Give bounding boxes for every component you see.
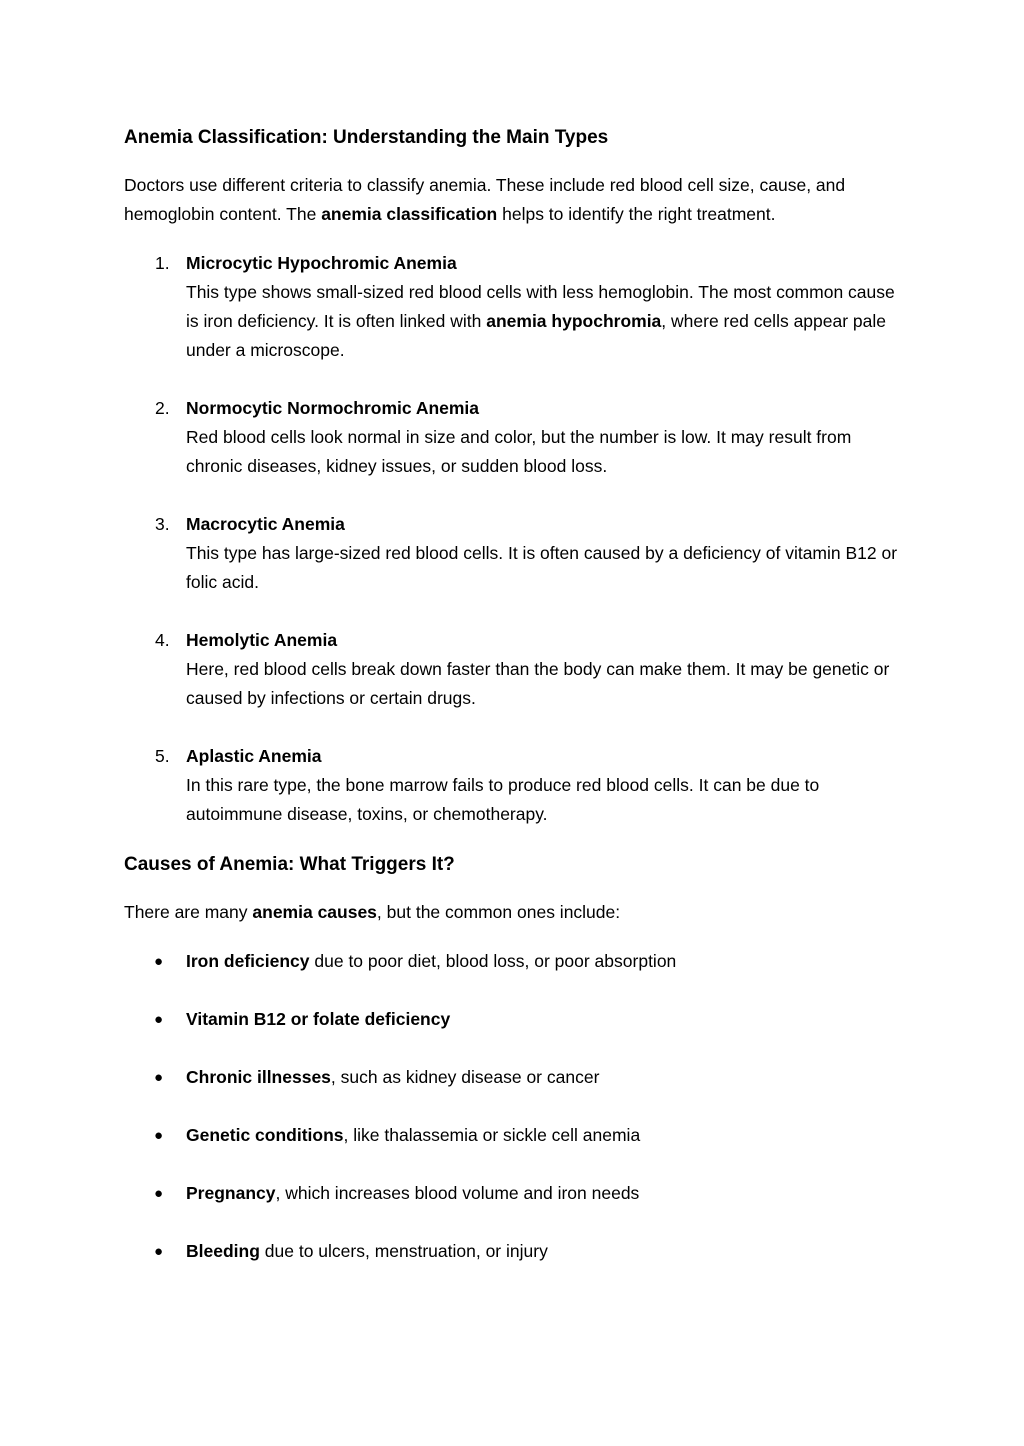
type-description: This type has large-sized red blood cells. It is often caused by a deficiency of vitamin B12 or folic acid. (186, 543, 898, 592)
type-title: Macrocytic Anemia (186, 514, 345, 534)
cause-detail: , like thalassemia or sickle cell anemia (343, 1125, 641, 1145)
list-number: 5. (155, 746, 170, 766)
cause-term: Vitamin B12 or folate deficiency (186, 1009, 451, 1029)
document-page (124, 120, 904, 1295)
list-item (124, 510, 904, 597)
intro-bold-term: anemia causes (252, 902, 377, 922)
list-item (124, 394, 904, 481)
list-item (124, 947, 904, 976)
list-number: 3. (155, 514, 170, 534)
list-item (124, 1121, 904, 1150)
type-description: Red blood cells look normal in size and color, but the number is low. It may result from chronic diseases, kidney issues, or sudden blood loss. (186, 427, 852, 476)
bullet-icon: ● (154, 1185, 164, 1202)
intro-text: , but the common ones include: (376, 902, 621, 922)
type-title: Hemolytic Anemia (186, 630, 338, 650)
intro-text: Doctors use different criteria to classify anemia. These include red blood cell size, cause, and hemoglobin content. The (124, 175, 846, 224)
bullet-icon: ● (154, 1243, 164, 1260)
description-text: This type shows small-sized red blood cells with less hemoglobin. The most common cause is iron deficiency. It is often linked with (186, 282, 895, 331)
bullet-icon: ● (154, 953, 164, 970)
description-bold-term: anemia hypochromia (486, 311, 662, 331)
anemia-causes-list (124, 947, 904, 1266)
description-text: , where red cells appear pale under a microscope. (186, 311, 887, 360)
cause-detail: , such as kidney disease or cancer (330, 1067, 600, 1087)
list-item (124, 626, 904, 713)
intro-text: helps to identify the right treatment. (497, 204, 776, 224)
type-title: Microcytic Hypochromic Anemia (186, 253, 457, 273)
cause-detail: due to poor diet, blood loss, or poor absorption (309, 951, 677, 971)
bullet-icon: ● (154, 1011, 164, 1028)
section-heading-classification: Anemia Classification: Understanding the Main Types (124, 127, 609, 148)
cause-detail: due to ulcers, menstruation, or injury (259, 1241, 548, 1261)
cause-detail: , which increases blood volume and iron needs (275, 1183, 640, 1203)
list-item (124, 742, 904, 829)
cause-term: Chronic illnesses (186, 1067, 331, 1087)
cause-term: Bleeding (186, 1241, 260, 1261)
list-item (124, 1063, 904, 1092)
list-item (124, 1237, 904, 1266)
list-item (124, 1179, 904, 1208)
type-title: Aplastic Anemia (186, 746, 322, 766)
type-title: Normocytic Normochromic Anemia (186, 398, 480, 418)
bullet-icon: ● (154, 1069, 164, 1086)
bullet-icon: ● (154, 1127, 164, 1144)
list-item (124, 249, 904, 365)
causes-intro-paragraph (124, 898, 904, 927)
cause-term: Iron deficiency (186, 951, 310, 971)
anemia-types-list (124, 249, 904, 829)
cause-term: Genetic conditions (186, 1125, 344, 1145)
classification-intro-paragraph (124, 171, 904, 229)
list-number: 4. (155, 630, 170, 650)
list-item (124, 1005, 904, 1034)
list-number: 2. (155, 398, 170, 418)
cause-term: Pregnancy (186, 1183, 276, 1203)
section-heading-causes: Causes of Anemia: What Triggers It? (124, 854, 455, 875)
type-description (186, 278, 904, 365)
list-number: 1. (155, 253, 170, 273)
intro-bold-term: anemia classification (321, 204, 498, 224)
intro-text: There are many (124, 902, 253, 922)
type-description: In this rare type, the bone marrow fails to produce red blood cells. It can be due to autoimmune disease, toxins, or chemotherapy. (186, 775, 820, 824)
type-description: Here, red blood cells break down faster than the body can make them. It may be genetic or caused by infections or certain drugs. (186, 659, 890, 708)
